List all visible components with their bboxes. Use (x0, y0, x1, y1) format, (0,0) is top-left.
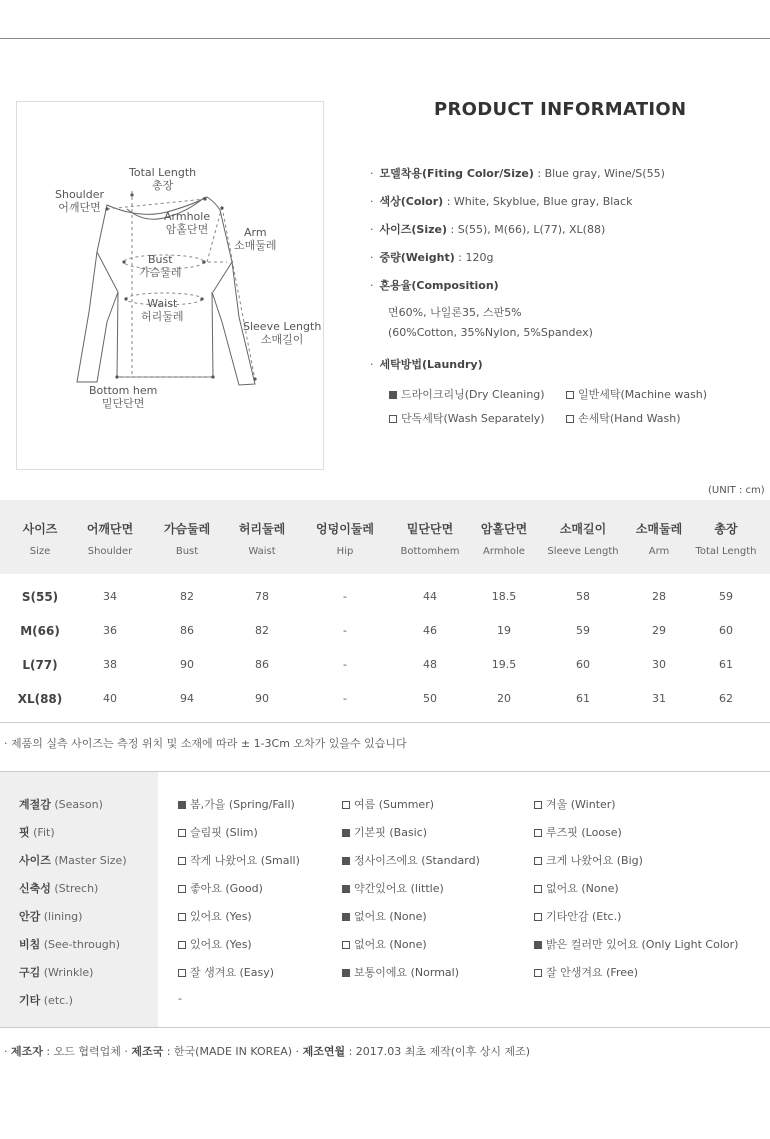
size-table-cell: 40 (103, 692, 117, 705)
size-table-header-cell (147, 520, 227, 557)
feature-option (534, 936, 738, 952)
unchecked-box-icon (178, 941, 186, 949)
spec-label: 모델착용(Fiting Color/Size) (379, 167, 534, 180)
size-table-cell: 34 (103, 590, 117, 603)
unchecked-box-icon (534, 801, 542, 809)
size-table-cell: 59 (576, 624, 590, 637)
header-korean: 가슴둘레 (163, 522, 211, 536)
size-table-cell: - (343, 590, 347, 603)
feature-label-korean: 기타 (19, 994, 41, 1007)
bullet: · (370, 223, 374, 236)
feature-option-label: 잘 생겨요 (Easy) (190, 966, 275, 979)
size-table-cell: 30 (652, 658, 666, 671)
spec-row (370, 249, 493, 265)
top-divider (0, 38, 770, 39)
size-table-cell: 61 (576, 692, 590, 705)
manufacturer-info (4, 1043, 530, 1059)
product-info-title: PRODUCT INFORMATION (434, 99, 687, 120)
spec-row (370, 193, 632, 209)
feature-label (19, 796, 103, 812)
size-table-cell: - (343, 692, 347, 705)
size-table-cell: 38 (103, 658, 117, 671)
feature-label-korean: 사이즈 (19, 854, 51, 867)
size-table-bottom-rule (0, 722, 770, 723)
feature-option-label: 루즈핏 (Loose) (546, 826, 622, 839)
spec-value: : White, Skyblue, Blue gray, Black (443, 195, 633, 208)
size-row-label: XL(88) (17, 692, 63, 706)
size-table-cell: 62 (719, 692, 733, 705)
footer-value: : 오드 협력업체 (42, 1045, 121, 1058)
feature-label (19, 852, 127, 868)
size-row-label: L(77) (22, 658, 58, 672)
laundry-option-label: 단독세탁(Wash Separately) (401, 412, 545, 425)
size-table-cell: 20 (497, 692, 511, 705)
size-note: · 제품의 실측 사이즈는 측정 위치 및 소재에 따라 ± 1-3Cm 오차가 있을수 있습니다 (4, 737, 407, 750)
feature-option-label: 좋아요 (Good) (190, 882, 263, 895)
spec-label: 중량(Weight) (379, 251, 455, 264)
size-table-header-cell (538, 520, 628, 557)
feature-option-label: 겨울 (Winter) (546, 798, 616, 811)
checked-box-icon (342, 829, 350, 837)
spec-row (370, 221, 605, 237)
feature-option-label: 크게 나왔어요 (Big) (546, 854, 643, 867)
size-table-header-cell (0, 520, 80, 557)
size-table-cell: 90 (255, 692, 269, 705)
feature-label-english: (etc.) (40, 994, 73, 1007)
unchecked-box-icon (178, 913, 186, 921)
feature-option (534, 880, 619, 896)
feature-option (534, 796, 616, 812)
header-english: Shoulder (87, 546, 133, 557)
size-row-label: M(66) (20, 624, 60, 638)
feature-option-label: 없어요 (None) (354, 910, 427, 923)
feature-label (19, 880, 98, 896)
spec-row (370, 277, 499, 293)
footer-label: 제조연월 (302, 1045, 346, 1058)
checked-box-icon (342, 913, 350, 921)
feature-option (342, 880, 444, 896)
feature-option-label: 기본핏 (Basic) (354, 826, 428, 839)
size-table-cell: 19.5 (491, 658, 517, 671)
checked-box-icon (178, 801, 186, 809)
footer-label: 제조국 (131, 1045, 164, 1058)
feature-option-label: 밝은 컬러만 있어요 (Only Light Color) (546, 938, 739, 951)
feature-option-label: 슬림핏 (Slim) (190, 826, 258, 839)
header-english: Sleeve Length (547, 546, 619, 557)
size-table-cell: 60 (576, 658, 590, 671)
laundry-option (566, 410, 681, 426)
feature-option (342, 852, 480, 868)
feature-option-label: 작게 나왔어요 (Small) (190, 854, 300, 867)
header-english: Bottomhem (400, 546, 460, 557)
feature-option (178, 796, 295, 812)
bullet: · (370, 251, 374, 264)
feature-option-label: 약간있어요 (little) (354, 882, 444, 895)
feature-label-english: (Wrinkle) (40, 966, 94, 979)
composition-line: (60%Cotton, 35%Nylon, 5%Spandex) (388, 326, 593, 339)
size-table-cell: 36 (103, 624, 117, 637)
header-english: Hip (336, 546, 354, 557)
feature-label-english: (See-through) (40, 938, 121, 951)
header-korean: 암홀단면 (480, 522, 528, 536)
feature-label-korean: 구김 (19, 966, 41, 979)
header-english: Total Length (695, 546, 757, 557)
feature-table-bottom-rule (0, 1027, 770, 1028)
unit-label: (UNIT : cm) (708, 485, 765, 496)
size-table-cell: 46 (423, 624, 437, 637)
feature-option (178, 880, 263, 896)
laundry-option-label: 손세탁(Hand Wash) (578, 412, 681, 425)
header-korean: 소매둘레 (635, 522, 683, 536)
spec-label: 색상(Color) (379, 195, 444, 208)
spec-value: : Blue gray, Wine/S(55) (533, 167, 665, 180)
bottom-hem-label: Bottom hem 밑단단면 (89, 384, 158, 410)
size-table-cell: 18.5 (491, 590, 517, 603)
unchecked-box-icon (534, 913, 542, 921)
feature-label (19, 824, 55, 840)
feature-option-label: 정사이즈에요 (Standard) (354, 854, 480, 867)
feature-label-english: (Fit) (29, 826, 55, 839)
header-korean: 총장 (714, 522, 738, 536)
size-table-cell: 50 (423, 692, 437, 705)
unchecked-box-icon (566, 415, 574, 423)
bullet: · (120, 1045, 132, 1058)
header-korean: 어깨단면 (86, 522, 134, 536)
feature-label (19, 908, 82, 924)
feature-option (534, 908, 621, 924)
garment-diagram (16, 101, 324, 470)
header-korean: 밑단단면 (406, 522, 454, 536)
size-table-header-cell (464, 520, 544, 557)
armhole-label: Armhole 암홀단면 (164, 210, 211, 236)
size-table-cell: - (343, 658, 347, 671)
size-table-header-cell (305, 520, 385, 557)
checked-box-icon (342, 969, 350, 977)
bullet: · (292, 1045, 303, 1058)
checked-box-icon (389, 391, 397, 399)
tshirt-outline-icon (17, 102, 323, 469)
size-table-cell: - (343, 624, 347, 637)
header-english: Size (29, 546, 51, 557)
shoulder-label: Shoulder 어깨단면 (55, 188, 104, 214)
size-table-cell: 61 (719, 658, 733, 671)
feature-option (178, 908, 252, 924)
feature-option (342, 908, 427, 924)
feature-label-english: (Season) (50, 798, 103, 811)
total-length-label: Total Length 총장 (129, 166, 197, 192)
size-table-cell: 86 (180, 624, 194, 637)
unchecked-box-icon (342, 941, 350, 949)
feature-label-korean: 계절감 (19, 798, 51, 811)
size-table-cell: 58 (576, 590, 590, 603)
size-table-cell: 44 (423, 590, 437, 603)
laundry-option-label: 드라이크리닝(Dry Cleaning) (401, 388, 545, 401)
feature-option-label: 있어요 (Yes) (190, 938, 252, 951)
size-table-header-cell (681, 520, 770, 557)
size-table-cell: 78 (255, 590, 269, 603)
feature-option-label: 보통이에요 (Normal) (354, 966, 460, 979)
unchecked-box-icon (178, 885, 186, 893)
footer-value: : 한국(MADE IN KOREA) (163, 1045, 293, 1058)
checked-box-icon (342, 885, 350, 893)
feature-label-english: (Strech) (50, 882, 99, 895)
spec-value: : 120g (454, 251, 494, 264)
header-english: Arm (648, 546, 670, 557)
unchecked-box-icon (389, 415, 397, 423)
feature-option-label: 있어요 (Yes) (190, 910, 252, 923)
feature-label-korean: 핏 (19, 826, 30, 839)
spec-row (370, 165, 665, 181)
laundry-option-label: 일반세탁(Machine wash) (578, 388, 708, 401)
feature-option (342, 964, 459, 980)
laundry-option (389, 386, 545, 402)
feature-option (342, 796, 434, 812)
feature-option (178, 824, 258, 840)
size-table-header-cell (390, 520, 470, 557)
bullet: · (370, 167, 374, 180)
unchecked-box-icon (178, 969, 186, 977)
feature-label-korean: 비침 (19, 938, 41, 951)
bullet: · (370, 195, 374, 208)
unchecked-box-icon (534, 969, 542, 977)
size-table-cell: 90 (180, 658, 194, 671)
unchecked-box-icon (178, 829, 186, 837)
feature-option-label: 여름 (Summer) (354, 798, 435, 811)
laundry-option (566, 386, 707, 402)
checked-box-icon (342, 857, 350, 865)
feature-option (534, 964, 638, 980)
size-table-header-cell (222, 520, 302, 557)
bullet: · (370, 279, 374, 292)
feature-label (19, 964, 93, 980)
feature-label-korean: 신축성 (19, 882, 51, 895)
laundry-heading: · 세탁방법(Laundry) (370, 358, 483, 371)
unchecked-box-icon (178, 857, 186, 865)
bust-label: Bust 가슴둘레 (139, 253, 182, 279)
sleeve-length-label: Sleeve Length 소매길이 (243, 320, 322, 346)
feature-label (19, 936, 120, 952)
arm-label: Arm 소매둘레 (234, 226, 277, 252)
size-table-cell: 28 (652, 590, 666, 603)
bullet: · (4, 1045, 11, 1058)
feature-option (178, 852, 300, 868)
unchecked-box-icon (534, 829, 542, 837)
header-english: Bust (175, 546, 199, 557)
size-table-cell: 82 (180, 590, 194, 603)
size-table-cell: 48 (423, 658, 437, 671)
feature-label-korean: 안감 (19, 910, 41, 923)
size-table-header-cell (70, 520, 150, 557)
spec-label: 사이즈(Size) (379, 223, 447, 236)
feature-option-label: 없어요 (None) (354, 938, 427, 951)
feature-option-label: 기타안감 (Etc.) (546, 910, 622, 923)
header-korean: 소매길이 (559, 522, 607, 536)
feature-option (534, 824, 622, 840)
size-table-cell: 86 (255, 658, 269, 671)
unchecked-box-icon (534, 885, 542, 893)
size-table-cell: 29 (652, 624, 666, 637)
size-table-cell: 19 (497, 624, 511, 637)
size-table-cell: 59 (719, 590, 733, 603)
spec-value: : S(55), M(66), L(77), XL(88) (447, 223, 606, 236)
unchecked-box-icon (342, 801, 350, 809)
feature-label (19, 992, 73, 1008)
feature-label-english: (lining) (40, 910, 83, 923)
laundry-option (389, 410, 545, 426)
checked-box-icon (534, 941, 542, 949)
feature-option-label: 봄,가을 (Spring/Fall) (190, 798, 295, 811)
header-english: Waist (248, 546, 276, 557)
footer-label: 제조자 (11, 1045, 43, 1058)
feature-label-english: (Master Size) (50, 854, 127, 867)
size-table-cell: 31 (652, 692, 666, 705)
footer-value: : 2017.03 최초 제작(이후 상시 제조) (345, 1045, 531, 1058)
header-korean: 허리둘레 (238, 522, 286, 536)
header-korean: 엉덩이둘레 (316, 522, 374, 536)
feature-option (178, 936, 252, 952)
size-table-cell: 82 (255, 624, 269, 637)
feature-option-label: 잘 안생겨요 (Free) (546, 966, 639, 979)
header-english: Armhole (483, 546, 525, 557)
feature-option-label: 없어요 (None) (546, 882, 619, 895)
feature-option-text: - (178, 992, 182, 1005)
waist-label: Waist 허리둘레 (141, 297, 184, 323)
size-row-label: S(55) (21, 590, 59, 604)
feature-option (178, 964, 274, 980)
unchecked-box-icon (534, 857, 542, 865)
size-table-cell: 60 (719, 624, 733, 637)
header-korean: 사이즈 (22, 522, 58, 536)
feature-option (342, 824, 427, 840)
unchecked-box-icon (566, 391, 574, 399)
feature-option (342, 936, 427, 952)
composition-line: 면60%, 나일론35, 스판5% (388, 306, 522, 319)
spec-label: 혼용율(Composition) (379, 279, 499, 292)
size-table-cell: 94 (180, 692, 194, 705)
feature-option (534, 852, 643, 868)
